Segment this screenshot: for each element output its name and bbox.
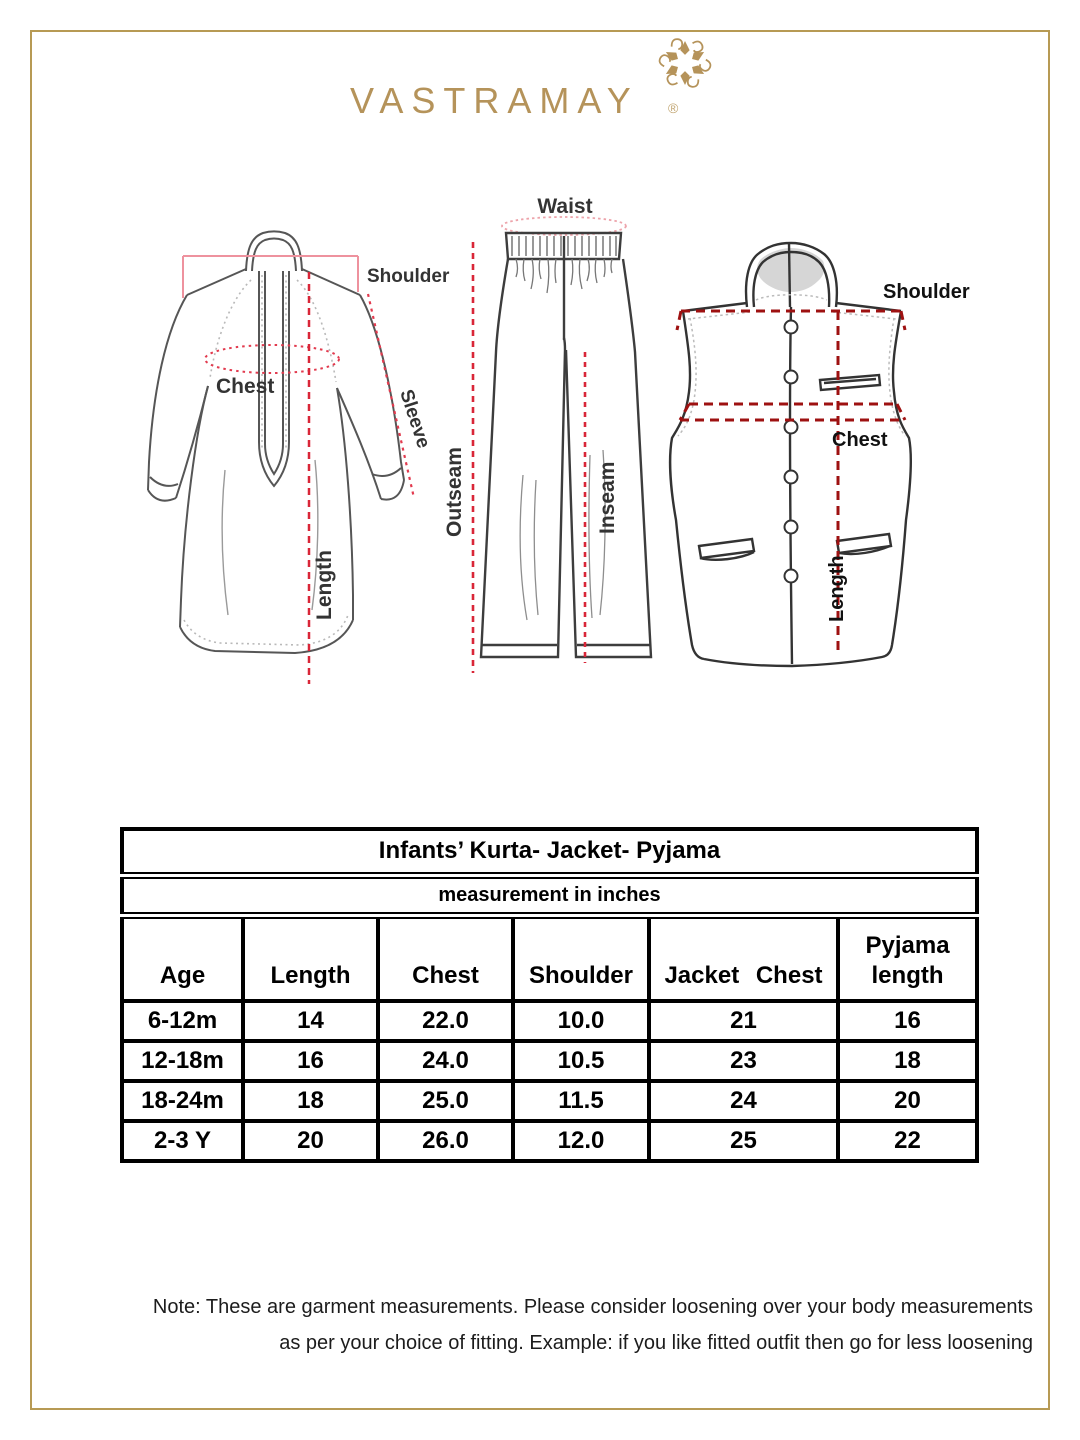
table-subtitle: measurement in inches — [122, 875, 977, 915]
cell-pyjama-length: 22 — [838, 1121, 977, 1161]
cell-jacket-chest: 23 — [649, 1041, 838, 1081]
cell-length: 20 — [243, 1121, 378, 1161]
kurta-crease-lines — [222, 460, 318, 615]
measurement-note — [48, 1289, 1033, 1361]
pyjama-outseam-label: Outseam — [443, 447, 466, 537]
kurta-outline — [148, 232, 404, 654]
pyjama-diagram — [443, 195, 651, 673]
kurta-shoulder-label: Shoulder — [367, 266, 450, 287]
cell-jacket-chest: 21 — [649, 1001, 838, 1041]
col-header-chest: Chest — [378, 915, 513, 1001]
cell-chest: 22.0 — [378, 1001, 513, 1041]
registered-trademark-symbol: ® — [668, 100, 679, 116]
table-row — [122, 1081, 977, 1121]
cell-chest: 26.0 — [378, 1121, 513, 1161]
cell-pyjama-length: 20 — [838, 1081, 977, 1121]
pyjama-waist-label: Waist — [537, 195, 593, 218]
pyjama-inseam-label: Inseam — [596, 461, 619, 534]
col-header-pyjama-length: Pyjama length — [838, 915, 977, 1001]
cell-shoulder: 12.0 — [513, 1121, 649, 1161]
jacket-chest-label: Chest — [832, 429, 888, 451]
kurta-chest-label: Chest — [216, 375, 275, 398]
cell-chest: 25.0 — [378, 1081, 513, 1121]
col-header-jacket-chest: Jacket Chest — [649, 915, 838, 1001]
brand-flower-icon — [656, 34, 714, 92]
cell-shoulder: 11.5 — [513, 1081, 649, 1121]
cell-length: 18 — [243, 1081, 378, 1121]
table-title-row — [122, 829, 977, 875]
table-title: Infants’ Kurta- Jacket- Pyjama — [122, 829, 977, 875]
table-row — [122, 1041, 977, 1081]
jacket-shoulder-label: Shoulder — [883, 281, 970, 303]
cell-age: 12-18m — [122, 1041, 243, 1081]
brand-logo-text: VASTRAMAY — [350, 80, 639, 121]
kurta-measure-lines — [183, 256, 414, 684]
measurement-diagrams — [0, 170, 1080, 730]
col-header-shoulder: Shoulder — [513, 915, 649, 1001]
cell-jacket-chest: 24 — [649, 1081, 838, 1121]
jacket-diagram — [670, 243, 970, 666]
cell-shoulder: 10.5 — [513, 1041, 649, 1081]
size-chart-table — [120, 827, 979, 1163]
table-row — [122, 1001, 977, 1041]
cell-jacket-chest: 25 — [649, 1121, 838, 1161]
table-subtitle-row — [122, 875, 977, 915]
table-header-row — [122, 915, 977, 1001]
cell-age: 2-3 Y — [122, 1121, 243, 1161]
kurta-length-label: Length — [313, 550, 336, 620]
cell-age: 6-12m — [122, 1001, 243, 1041]
table-row — [122, 1121, 977, 1161]
col-header-length: Length — [243, 915, 378, 1001]
note-line-2: as per your choice of fitting. Example: if you like fitted outfit then go for less loosening — [279, 1332, 1033, 1354]
cell-chest: 24.0 — [378, 1041, 513, 1081]
col-header-age: Age — [122, 915, 243, 1001]
jacket-length-label: Length — [826, 555, 848, 622]
cell-pyjama-length: 18 — [838, 1041, 977, 1081]
cell-length: 14 — [243, 1001, 378, 1041]
cell-age: 18-24m — [122, 1081, 243, 1121]
note-line-1: Note: These are garment measurements. Please consider loosening over your body measurements — [152, 1296, 1033, 1318]
cell-shoulder: 10.0 — [513, 1001, 649, 1041]
jacket-outline — [670, 243, 911, 666]
cell-pyjama-length: 16 — [838, 1001, 977, 1041]
pyjama-outline — [481, 233, 651, 657]
kurta-diagram — [148, 232, 450, 685]
cell-length: 16 — [243, 1041, 378, 1081]
kurta-sleeve-label: Sleeve — [395, 387, 434, 451]
